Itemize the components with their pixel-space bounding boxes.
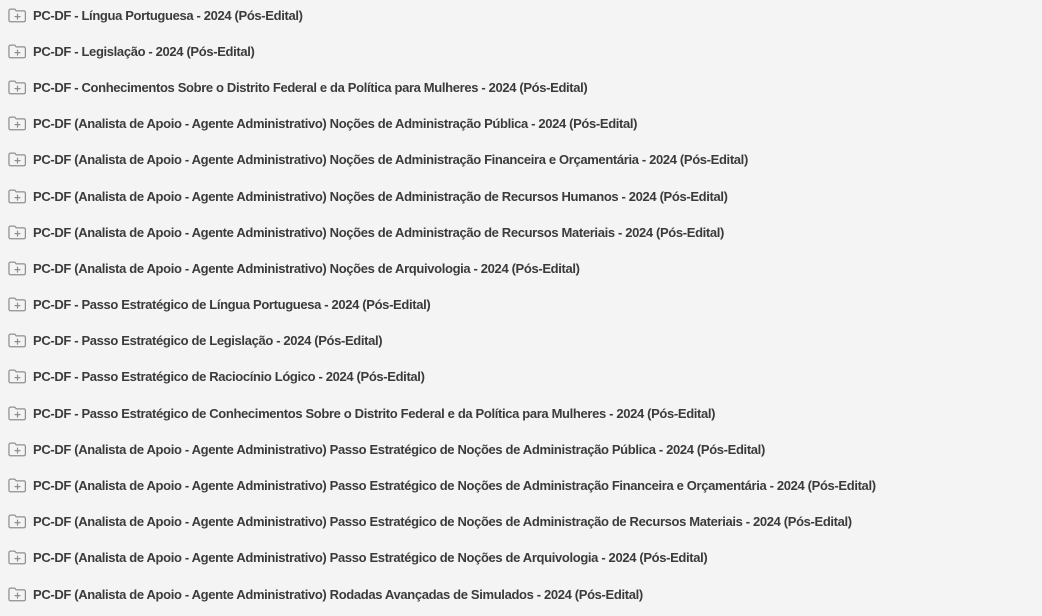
course-title: PC-DF (Analista de Apoio - Agente Administrativo) Noções de Arquivologia - 2024 (Pós-Edital) bbox=[33, 260, 580, 276]
course-title: PC-DF (Analista de Apoio - Agente Administrativo) Noções de Administração Pública - 2024 (Pós-Edital) bbox=[33, 116, 638, 132]
course-title: PC-DF - Passo Estratégico de Língua Portuguesa - 2024 (Pós-Edital) bbox=[33, 297, 431, 313]
folder-plus-icon[interactable] bbox=[8, 440, 27, 459]
folder-plus-icon[interactable] bbox=[8, 367, 27, 386]
course-title: PC-DF (Analista de Apoio - Agente Administrativo) Noções de Administração de Recursos Humanos - 2024 (Pós-Edital) bbox=[33, 188, 728, 204]
folder-plus-icon[interactable] bbox=[8, 150, 27, 169]
course-row[interactable] bbox=[0, 0, 1042, 33]
course-title: PC-DF - Legislação - 2024 (Pós-Edital) bbox=[33, 43, 255, 59]
course-row[interactable] bbox=[0, 323, 1042, 359]
folder-plus-icon[interactable] bbox=[8, 187, 27, 206]
course-title: PC-DF - Passo Estratégico de Raciocínio Lógico - 2024 (Pós-Edital) bbox=[33, 369, 425, 385]
folder-plus-icon[interactable] bbox=[8, 295, 27, 314]
folder-plus-icon[interactable] bbox=[8, 78, 27, 97]
folder-plus-icon[interactable] bbox=[8, 223, 27, 242]
course-row[interactable] bbox=[0, 178, 1042, 214]
course-title: PC-DF - Passo Estratégico de Conhecimentos Sobre o Distrito Federal e da Política para Mulheres - 2024 (Pós-Edital) bbox=[33, 405, 716, 421]
course-row[interactable] bbox=[0, 504, 1042, 540]
course-row[interactable] bbox=[0, 33, 1042, 69]
folder-plus-icon[interactable] bbox=[8, 114, 27, 133]
course-title: PC-DF (Analista de Apoio - Agente Administrativo) Passo Estratégico de Noções de Arquivologia - 2024 (Pós-Edital) bbox=[33, 550, 708, 566]
course-title: PC-DF (Analista de Apoio - Agente Administrativo) Noções de Administração Financeira e Orçamentária - 2024 (Pós-Edital) bbox=[33, 152, 748, 168]
folder-plus-icon[interactable] bbox=[8, 6, 27, 25]
folder-plus-icon[interactable] bbox=[8, 548, 27, 567]
folder-plus-icon[interactable] bbox=[8, 259, 27, 278]
course-title: PC-DF (Analista de Apoio - Agente Administrativo) Noções de Administração de Recursos Materiais - 2024 (Pós-Edital) bbox=[33, 224, 725, 240]
course-title: PC-DF (Analista de Apoio - Agente Administrativo) Passo Estratégico de Noções de Administração de Recursos Materiais - 2024 (Pós-Edital) bbox=[33, 514, 852, 530]
course-title: PC-DF (Analista de Apoio - Agente Administrativo) Passo Estratégico de Noções de Administração Pública - 2024 (Pós-Edital) bbox=[33, 441, 765, 457]
course-row[interactable] bbox=[0, 142, 1042, 178]
folder-plus-icon[interactable] bbox=[8, 404, 27, 423]
course-row[interactable] bbox=[0, 431, 1042, 467]
folder-plus-icon[interactable] bbox=[8, 42, 27, 61]
folder-plus-icon[interactable] bbox=[8, 512, 27, 531]
course-title: PC-DF - Conhecimentos Sobre o Distrito Federal e da Política para Mulheres - 2024 (Pós-Edital) bbox=[33, 79, 588, 95]
course-title: PC-DF - Passo Estratégico de Legislação - 2024 (Pós-Edital) bbox=[33, 333, 383, 349]
course-row[interactable] bbox=[0, 395, 1042, 431]
course-row[interactable] bbox=[0, 576, 1042, 612]
course-row[interactable] bbox=[0, 287, 1042, 323]
course-row[interactable] bbox=[0, 467, 1042, 503]
folder-plus-icon[interactable] bbox=[8, 585, 27, 604]
course-title: PC-DF - Língua Portuguesa - 2024 (Pós-Edital) bbox=[33, 7, 303, 23]
course-row[interactable] bbox=[0, 359, 1042, 395]
course-row[interactable] bbox=[0, 106, 1042, 142]
course-row[interactable] bbox=[0, 214, 1042, 250]
folder-plus-icon[interactable] bbox=[8, 331, 27, 350]
course-row[interactable] bbox=[0, 540, 1042, 576]
course-row[interactable] bbox=[0, 69, 1042, 105]
folder-plus-icon[interactable] bbox=[8, 476, 27, 495]
course-row[interactable] bbox=[0, 250, 1042, 286]
course-title: PC-DF (Analista de Apoio - Agente Administrativo) Rodadas Avançadas de Simulados - 2024 (Pós-Edital) bbox=[33, 586, 643, 602]
course-title: PC-DF (Analista de Apoio - Agente Administrativo) Passo Estratégico de Noções de Administração Financeira e Orçamentária - 2024 (Pós-Edital) bbox=[33, 478, 876, 494]
